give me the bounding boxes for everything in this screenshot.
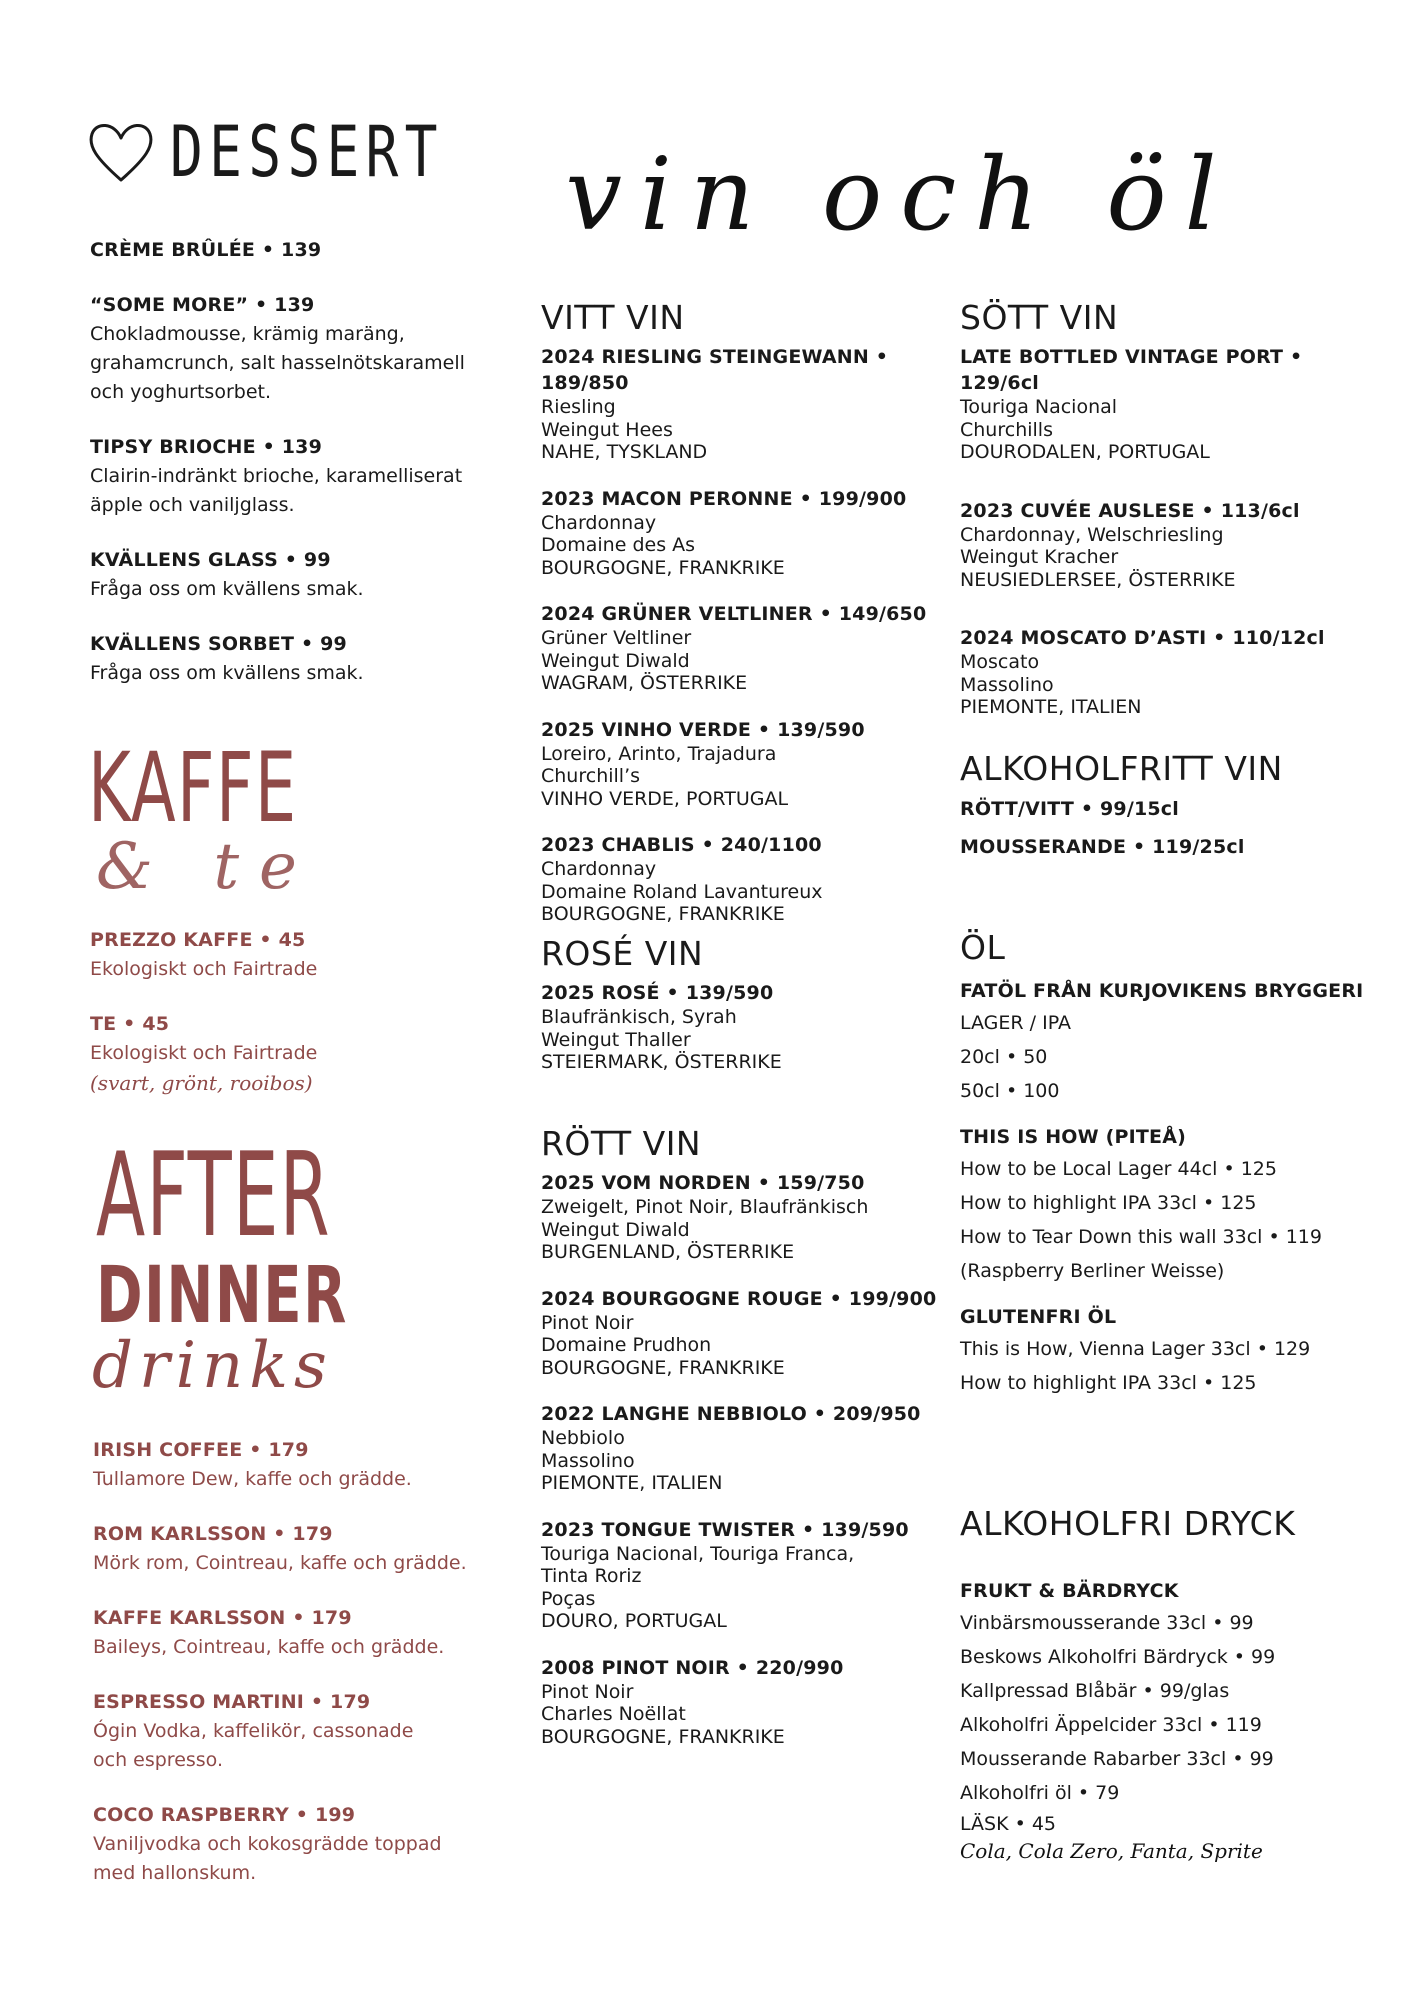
wine-item [541,980,941,1074]
dessert-heading-block [86,112,446,192]
wine-line: DOURODALEN, PORTUGAL [960,441,1210,463]
drinks-heading: drinks [92,1329,333,1403]
ol-section [960,928,1380,1400]
after-dinner-desc: och espresso. [93,1749,224,1771]
wine-line: Churchill’s [541,765,641,787]
after-dinner-title: ROM KARLSSON • 179 [93,1523,333,1545]
rose-vin-section [541,934,941,1096]
drink-line: Kallpressad Blåbär • 99/glas [960,1680,1230,1702]
wine-title: LATE BOTTLED VINTAGE PORT • 129/6cl [960,346,1303,394]
after-dinner-item [93,1604,493,1662]
wine-title: 2024 MOSCATO D’ASTI • 110/12cl [960,627,1325,649]
after-dinner-title: IRISH COFFEE • 179 [93,1439,309,1461]
drink-line: Alkoholfri öl • 79 [960,1782,1120,1804]
wine-line: Chardonnay [541,511,657,534]
dessert-title: TIPSY BRIOCHE • 139 [90,436,323,458]
after-heading: AFTER [96,1128,331,1263]
wine-title: 2025 VOM NORDEN • 159/750 [541,1172,865,1194]
rott-vin-section [541,1124,941,1770]
wine-item [541,717,941,811]
wine-line: Weingut Hees [541,418,673,441]
script-title: vin och öl [565,136,1235,253]
alkoholfritt-vin-heading: ALKOHOLFRITT VIN [960,749,1283,788]
dessert-desc: och yoghurtsorbet. [90,381,272,403]
wine-line: VINHO VERDE, PORTUGAL [541,787,789,810]
wine-item [960,344,1380,464]
wine-line: Moscato [960,651,1040,673]
drink-line: LÄSK • 45 [960,1813,1057,1835]
wine-item [541,601,941,695]
beer-line: LAGER / IPA [960,1012,1071,1034]
wine-line: PIEMONTE, ITALIEN [960,696,1142,718]
wine-line: Pinot Noir [541,1680,634,1703]
after-dinner-desc: Baileys, Cointreau, kaffe och grädde. [93,1636,445,1658]
drink-line: Beskows Alkoholfri Bärdryck • 99 [960,1646,1276,1668]
wine-item [541,344,941,464]
beer-line: 50cl • 100 [960,1080,1060,1102]
drink-line: Alkoholfri Äppelcider 33cl • 119 [960,1714,1262,1736]
drink-line: Mousserande Rabarber 33cl • 99 [960,1748,1274,1770]
dessert-title: KVÄLLENS SORBET • 99 [90,633,347,655]
alkoholfritt-item: RÖTT/VITT • 99/15cl [960,798,1179,820]
after-dinner-title: KAFFE KARLSSON • 179 [93,1607,352,1629]
after-dinner-item [93,1520,493,1578]
wine-line: NEUSIEDLERSEE, ÖSTERRIKE [960,568,1236,591]
after-dinner-title: COCO RASPBERRY • 199 [93,1804,356,1826]
wine-line: NAHE, TYSKLAND [541,441,708,463]
wine-line: BOURGOGNE, FRANKRIKE [541,1356,785,1379]
rott-vin-heading: RÖTT VIN [541,1124,702,1163]
wine-item [541,1401,941,1495]
wine-line: Churchills [960,418,1053,441]
wine-line: BOURGOGNE, FRANKRIKE [541,556,785,579]
after-dinner-title: ESPRESSO MARTINI • 179 [93,1691,371,1713]
dessert-desc: grahamcrunch, salt hasselnötskaramell [90,352,465,374]
dessert-heading: DESSERT [170,111,444,193]
wine-line: Chardonnay, Welschriesling [960,523,1224,546]
wine-title: 2024 BOURGOGNE ROUGE • 199/900 [541,1287,937,1310]
kaffe-desc-italic: (svart, grönt, rooibos) [90,1071,313,1095]
dessert-item [90,433,470,520]
wine-line: Domaine des As [541,534,696,556]
wine-line: DOURO, PORTUGAL [541,1610,727,1632]
kaffe-list [90,926,470,1124]
wine-line: Loreiro, Arinto, Trajadura [541,742,777,765]
wine-line: Zweigelt, Pinot Noir, Blaufränkisch [541,1196,869,1218]
wine-title: 2025 VINHO VERDE • 139/590 [541,718,865,741]
wine-title: 2008 PINOT NOIR • 220/990 [541,1656,844,1679]
after-dinner-item [93,1688,493,1775]
alkoholfri-dryck-heading: ALKOHOLFRI DRYCK [960,1504,1296,1543]
drink-line: Vinbärsmousserande 33cl • 99 [960,1612,1254,1634]
beer-line: (Raspberry Berliner Weisse) [960,1260,1225,1282]
wine-title: 2023 TONGUE TWISTER • 139/590 [541,1518,909,1541]
dessert-desc: äpple och vaniljglass. [90,494,295,516]
wine-item [541,1286,941,1380]
beer-line: This is How, Vienna Lager 33cl • 129 [960,1338,1311,1360]
wine-line: Chardonnay [541,858,657,880]
sott-vin-section [960,298,1380,741]
after-dinner-desc: Ógin Vodka, kaffelikör, cassonade [93,1720,414,1742]
wine-line: PIEMONTE, ITALIEN [541,1472,723,1494]
ol-heading: ÖL [960,928,1006,967]
after-dinner-list [93,1436,493,1914]
dessert-desc: Fråga oss om kvällens smak. [90,662,364,684]
after-dinner-item [93,1436,493,1494]
wine-line: Poças [541,1587,596,1610]
dessert-item [90,236,470,265]
wine-line: Weingut Thaller [541,1028,691,1051]
heart-icon [86,118,156,188]
wine-item [960,625,1380,719]
wine-line: Touriga Nacional, Touriga Franca, [541,1542,855,1565]
dessert-item [90,291,470,407]
dessert-title: CRÈME BRÛLÉE • 139 [90,239,322,261]
wine-item [541,1517,941,1633]
kaffe-item [90,1010,470,1098]
wine-item [541,1170,941,1264]
wine-line: Blaufränkisch, Syrah [541,1006,737,1028]
wine-item [960,498,1380,592]
wine-title: 2023 MACON PERONNE • 199/900 [541,487,907,510]
wine-line: Weingut Diwald [541,1218,690,1241]
dessert-desc: Chokladmousse, krämig maräng, [90,323,405,345]
alkoholfritt-item: MOUSSERANDE • 119/25cl [960,836,1245,858]
wine-line: Massolino [960,673,1054,696]
dessert-item [90,546,470,604]
wine-line: Charles Noëllat [541,1703,686,1725]
beer-line: 20cl • 50 [960,1046,1048,1068]
wine-line: Nebbiolo [541,1427,625,1449]
this-is-how-title: THIS IS HOW (PITEÅ) [960,1126,1187,1148]
vitt-vin-section [541,298,941,948]
alkoholfri-dryck-section [960,1504,1380,1864]
kaffe-title: PREZZO KAFFE • 45 [90,929,306,951]
dessert-desc: Fråga oss om kvällens smak. [90,578,364,600]
after-dinner-desc: Mörk rom, Cointreau, kaffe och grädde. [93,1552,467,1574]
wine-line: BOURGOGNE, FRANKRIKE [541,1725,785,1748]
sott-vin-heading: SÖTT VIN [960,298,1119,337]
after-dinner-item [93,1801,493,1888]
wine-line: Weingut Diwald [541,649,690,672]
lask-flavors: Cola, Cola Zero, Fanta, Sprite [960,1839,1263,1863]
frukt-title: FRUKT & BÄRDRYCK [960,1580,1179,1602]
wine-line: Tinta Roriz [541,1565,642,1587]
dessert-list [90,236,470,714]
dessert-title: KVÄLLENS GLASS • 99 [90,549,331,571]
wine-line: Grüner Veltliner [541,627,692,649]
wine-line: Weingut Kracher [960,546,1119,568]
wine-line: Pinot Noir [541,1311,634,1334]
wine-line: BOURGOGNE, FRANKRIKE [541,903,785,925]
glutenfri-title: GLUTENFRI ÖL [960,1306,1117,1328]
kaffe-desc: Ekologiskt och Fairtrade [90,1042,318,1064]
kaffe-desc: Ekologiskt och Fairtrade [90,958,318,980]
after-dinner-desc: Vaniljvodka och kokosgrädde toppad [93,1833,442,1855]
wine-line: Domaine Roland Lavantureux [541,880,823,903]
kaffe-title: TE • 45 [90,1013,170,1035]
wine-item [541,486,941,580]
wine-line: Massolino [541,1449,635,1472]
wine-title: 2024 GRÜNER VELTLINER • 149/650 [541,603,927,625]
kaffe-subheading: & te [96,830,317,904]
after-dinner-desc: med hallonskum. [93,1862,257,1884]
vitt-vin-heading: VITT VIN [541,298,685,337]
beer-line: How to be Local Lager 44cl • 125 [960,1158,1277,1180]
wine-line: BURGENLAND, ÖSTERRIKE [541,1241,795,1263]
fatol-title: FATÖL FRÅN KURJOVIKENS BRYGGERI [960,980,1364,1002]
wine-title: 2024 RIESLING STEINGEWANN • 189/850 [541,346,889,394]
wine-line: WAGRAM, ÖSTERRIKE [541,672,748,694]
dessert-desc: Clairin-indränkt brioche, karamelliserat [90,465,463,487]
kaffe-item [90,926,470,984]
kaffe-heading: KAFFE [88,732,298,844]
wine-title: 2023 CHABLIS • 240/1100 [541,834,822,856]
alkoholfritt-vin-section [960,749,1380,861]
beer-line: How to Tear Down this wall 33cl • 119 [960,1226,1322,1248]
wine-line: Touriga Nacional [960,396,1118,418]
dessert-item [90,630,470,688]
wine-line: STEIERMARK, ÖSTERRIKE [541,1051,782,1073]
wine-line: Riesling [541,396,616,418]
wine-line: Domaine Prudhon [541,1334,712,1356]
beer-line: How to highlight IPA 33cl • 125 [960,1192,1257,1214]
rose-vin-heading: ROSÉ VIN [541,934,704,973]
wine-title: 2025 ROSÉ • 139/590 [541,982,774,1004]
dinner-heading: DINNER [96,1251,348,1341]
wine-item [541,832,941,926]
beer-line: How to highlight IPA 33cl • 125 [960,1372,1257,1394]
wine-title: 2022 LANGHE NEBBIOLO • 209/950 [541,1403,921,1425]
wine-item [541,1655,941,1749]
dessert-title: “SOME MORE” • 139 [90,294,315,316]
wine-title: 2023 CUVÉE AUSLESE • 113/6cl [960,499,1300,522]
after-dinner-desc: Tullamore Dew, kaffe och grädde. [93,1468,412,1490]
